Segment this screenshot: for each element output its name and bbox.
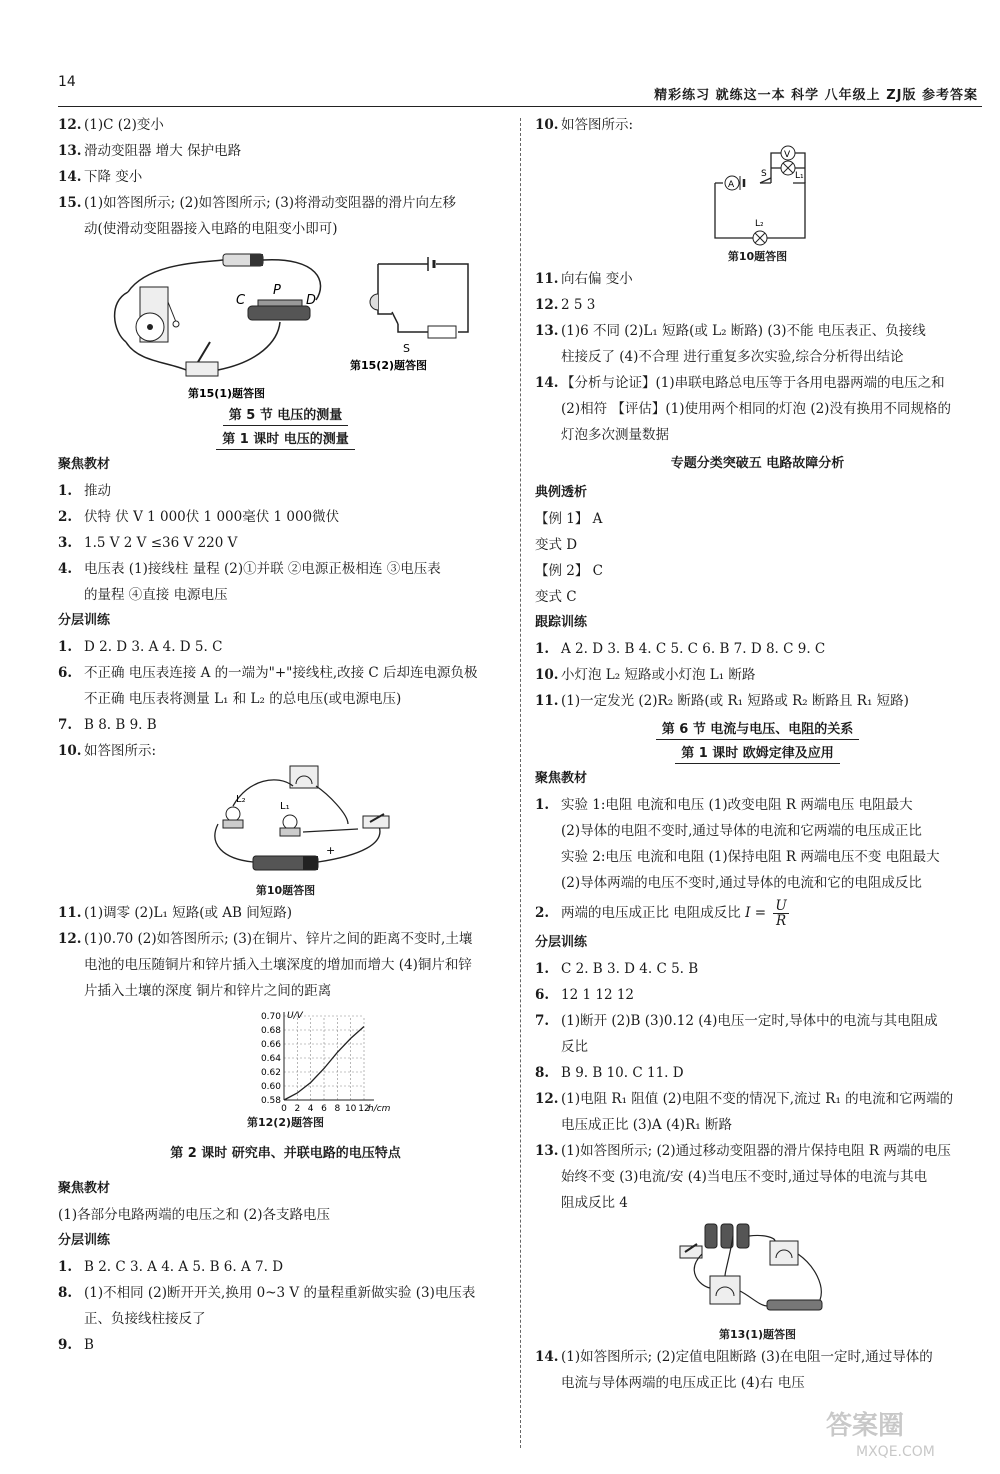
- section-6-1-title: 第 1 课时 欧姆定律及应用: [535, 742, 980, 766]
- focus-2-1: (1)各部分电路两端的电压之和 (2)各支路电压: [58, 1207, 331, 1223]
- r-12: 12. 2 5 3: [535, 297, 596, 313]
- layer-11: 11. (1)调零 (2)L₁ 短路(或 AB 间短路): [58, 905, 292, 921]
- h-8-11: 8. B 9. B 10. C 11. D: [535, 1065, 684, 1081]
- y-tick-label: 0.66: [260, 1040, 281, 1050]
- ohm-fraction: $\frac{U}{R}$: [775, 898, 787, 929]
- figure-r10: [535, 138, 980, 248]
- figure-13: [535, 1216, 980, 1326]
- x-tick-label: 4: [307, 1104, 314, 1114]
- k-1-9: 1. A 2. D 3. B 4. C 5. C 6. B 7. D 8. C 9. C: [535, 641, 826, 657]
- label-p: P: [273, 283, 281, 298]
- h-14: 14. (1)如答图所示; (2)定值电阻断路 (3)在电阻一定时,通过导体的: [535, 1349, 933, 1365]
- header-title: 精彩练习 就练这一本 科学 八年级上 ZJ版 参考答案: [654, 88, 978, 103]
- left-column: [58, 112, 513, 1358]
- h-7: 7. (1)断开 (2)B (3)0.12 (4)电压一定时,导体中的电流与其电阻成: [535, 1013, 938, 1029]
- k-11: 11. (1)一定发光 (2)R₂ 断路(或 R₁ 短路或 R₂ 断路且 R₁ 短路): [535, 693, 909, 709]
- circuit-diagram-13: [535, 1216, 980, 1326]
- example-1: 【例 1】 A: [535, 511, 603, 527]
- lamp-l2-label: L₂: [755, 219, 764, 229]
- m-9: 9. B: [58, 1337, 94, 1353]
- answer-14: 14. 下降 变小: [58, 169, 143, 185]
- ammeter-label: A: [728, 180, 735, 190]
- h-1-5: 1. C 2. B 3. D 4. C 5. B: [535, 961, 699, 977]
- x-tick-label: 2: [294, 1104, 301, 1114]
- voltage-depth-chart: [58, 1004, 513, 1114]
- answer-12: 12. (1)C (2)变小: [58, 117, 164, 133]
- x-tick-label: 0: [281, 1104, 287, 1114]
- layer-10: 10. 如答图所示:: [58, 743, 157, 759]
- track-heading: 跟踪训练: [535, 615, 588, 630]
- column-divider: [520, 118, 521, 1448]
- focus-4: 4. 电压表 (1)接线柱 量程 (2)①并联 ②电源正极相连 ③电压表: [58, 561, 441, 577]
- h-12-cont: 电压成正比 (3)A (4)R₁ 断路: [561, 1117, 732, 1133]
- r-13-cont: 柱接反了 (4)不合理 进行重复多次实验,综合分析得出结论: [561, 349, 904, 365]
- h-14-cont: 电流与导体两端的电压成正比 (4)右 电压: [561, 1375, 805, 1391]
- y-tick-label: 0.64: [260, 1054, 281, 1064]
- r-14: 14. 【分析与论证】(1)串联电路总电压等于各用电器两端的电压之和: [535, 375, 945, 391]
- g-2: 2. 两端的电压成正比 电阻成反比 I = $\frac{U}{R}$: [535, 898, 787, 929]
- r-11: 11. 向右偏 变小: [535, 271, 633, 287]
- circuit-diagram-10: [58, 764, 513, 882]
- topic-5-title: 专题分类突破五 电路故障分析: [670, 456, 845, 471]
- page-header: [0, 0, 1000, 110]
- m-1-7: 1. B 2. C 3. A 4. A 5. B 6. A 7. D: [58, 1259, 284, 1275]
- m-8-cont: 正、负接线柱接反了: [84, 1311, 206, 1327]
- r-10: 10. 如答图所示:: [535, 117, 634, 133]
- r-13: 13. (1)6 不同 (2)L₁ 短路(或 L₂ 断路) (3)不能 电压表正、负接线: [535, 323, 926, 339]
- label-c: C: [236, 293, 246, 308]
- section-5-2-title: 第 2 课时 研究串、并联电路的电压特点: [170, 1146, 401, 1161]
- caption-r10: 第10题答图: [727, 250, 788, 263]
- g-1-cont2: 实验 2:电压 电流和电阻 (1)保持电阻 R 两端电压不变 电阻最大: [561, 849, 940, 865]
- h-13: 13. (1)如答图所示; (2)通过移动变阻器的滑片保持电阻 R 两端的电压: [535, 1143, 951, 1159]
- layer-1-5: 1. D 2. D 3. A 4. D 5. C: [58, 639, 223, 655]
- figure-15: [58, 242, 513, 402]
- figure-12-chart: [58, 1004, 513, 1114]
- layer-6: 6. 不正确 电压表连接 A 的一端为"+"接线柱,改接 C 后却连电源负极: [58, 665, 478, 681]
- caption-10-left: 第10题答图: [255, 884, 316, 897]
- g-1-cont3: (2)导体两端的电压不变时,通过导体的电流和它的电阻成反比: [561, 875, 922, 891]
- h-7-cont: 反比: [561, 1039, 588, 1055]
- variant-2: 变式 C: [535, 589, 577, 605]
- typical-heading: 典例透析: [535, 485, 588, 500]
- layer-12: 12. (1)0.70 (2)如答图所示; (3)在铜片、锌片之间的距离不变时,土壤: [58, 931, 473, 947]
- caption-15-1: 第15(1)题答图: [188, 387, 266, 400]
- label-plus: +: [326, 844, 336, 857]
- page-number: 14: [58, 74, 76, 90]
- h-13-cont1: 始终不变 (3)电流/安 (4)当电压不变时,通过导体的电流与其电: [561, 1169, 928, 1185]
- h-6: 6. 12 1 12 12: [535, 987, 634, 1003]
- layer-12-cont2: 片插入土壤的深度 铜片和锌片之间的距离: [84, 983, 332, 999]
- svg-text:答案圈: 答案圈: [826, 1411, 905, 1441]
- lamp-l1-label: L₁: [795, 171, 804, 181]
- watermark-logo: [816, 1402, 986, 1466]
- focus-3: 3. 1.5 V 2 V ≤36 V 220 V: [58, 535, 238, 551]
- layer-12-cont1: 电池的电压随铜片和锌片插入土壤深度的增加而增大 (4)铜片和锌: [84, 957, 472, 973]
- x-tick-label: 6: [321, 1104, 327, 1114]
- y-axis-label: U/V: [287, 1011, 303, 1021]
- y-tick-label: 0.60: [260, 1082, 281, 1092]
- section-5-title: 第 5 节 电压的测量: [58, 404, 513, 428]
- focus-heading-2: 聚焦教材: [58, 1181, 111, 1196]
- layer-6-cont: 不正确 电压表将测量 L₁ 和 L₂ 的总电压(或电源电压): [84, 691, 402, 707]
- layer-heading-2: 分层训练: [58, 1233, 111, 1248]
- layer-7-9: 7. B 8. B 9. B: [58, 717, 157, 733]
- answer-13: 13. 滑动变阻器 增大 保护电路: [58, 143, 242, 159]
- y-tick-label: 0.68: [260, 1026, 281, 1036]
- r-14-cont2: 灯泡多次测量数据: [561, 427, 669, 443]
- x-tick-label: 10: [344, 1104, 357, 1114]
- label-l1: L₁: [280, 801, 290, 812]
- formula-lhs: I =: [745, 905, 767, 921]
- focus-4-cont: 的量程 ④直接 电源电压: [84, 587, 228, 603]
- h-13-cont2: 阻成反比 4: [561, 1195, 628, 1211]
- focus-heading-3: 聚焦教材: [535, 771, 588, 786]
- layer-heading-1: 分层训练: [58, 613, 111, 628]
- variant-1: 变式 D: [535, 537, 578, 553]
- header-rule: [58, 106, 982, 107]
- answer-15: 15. (1)如答图所示; (2)如答图所示; (3)将滑动变阻器的滑片向左移: [58, 195, 457, 211]
- r-14-cont1: (2)相符 【评估】(1)使用两个相同的灯泡 (2)没有换用不同规格的: [561, 401, 951, 417]
- k-10: 10. 小灯泡 L₂ 短路或小灯泡 L₁ 断路: [535, 667, 756, 683]
- y-tick-label: 0.70: [260, 1012, 281, 1022]
- answer-15-cont: 动(使滑动变阻器接入电路的电阻变小即可): [84, 221, 338, 237]
- caption-15-2: 第15(2)题答图: [350, 359, 428, 372]
- focus-1: 1. 推动: [58, 483, 111, 499]
- y-tick-label: 0.62: [260, 1068, 281, 1078]
- h-12: 12. (1)电阻 R₁ 阻值 (2)电阻不变的情况下,流过 R₁ 的电流和它两端的: [535, 1091, 954, 1107]
- section-5-1-title: 第 1 课时 电压的测量: [58, 428, 513, 452]
- g-1-cont1: (2)导体的电阻不变时,通过导体的电流和它两端的电压成正比: [561, 823, 922, 839]
- circuit-diagram-15-2: [350, 254, 508, 374]
- circuit-diagram-r10: [535, 138, 980, 248]
- switch-label: S: [761, 169, 767, 179]
- right-column: [535, 112, 980, 1396]
- label-d: D: [306, 293, 317, 308]
- focus-2: 2. 伏特 伏 V 1 000伏 1 000毫伏 1 000微伏: [58, 509, 340, 525]
- label-s: S: [403, 342, 410, 355]
- g-1: 1. 实验 1:电阻 电流和电压 (1)改变电阻 R 两端电压 电阻最大: [535, 797, 913, 813]
- m-8: 8. (1)不相同 (2)断开开关,换用 0~3 V 的量程重新做实验 (3)电压表: [58, 1285, 476, 1301]
- svg-text:MXQE.COM: MXQE.COM: [856, 1444, 935, 1460]
- caption-13: 第13(1)题答图: [718, 1328, 797, 1341]
- figure-10-left: [58, 764, 513, 882]
- layer-heading-3: 分层训练: [535, 935, 588, 950]
- section-6-title: 第 6 节 电流与电压、电阻的关系: [535, 718, 980, 742]
- label-l2: L₂: [236, 794, 246, 805]
- example-2: 【例 2】 C: [535, 563, 604, 579]
- x-tick-label: 8: [334, 1104, 341, 1114]
- x-axis-label: h/cm: [368, 1104, 391, 1114]
- x-tick-label: 12: [358, 1104, 370, 1114]
- y-tick-label: 0.58: [260, 1096, 281, 1106]
- voltmeter-label: V: [784, 150, 791, 160]
- caption-12: 第12(2)题答图: [246, 1116, 325, 1129]
- focus-heading-1: 聚焦教材: [58, 457, 111, 472]
